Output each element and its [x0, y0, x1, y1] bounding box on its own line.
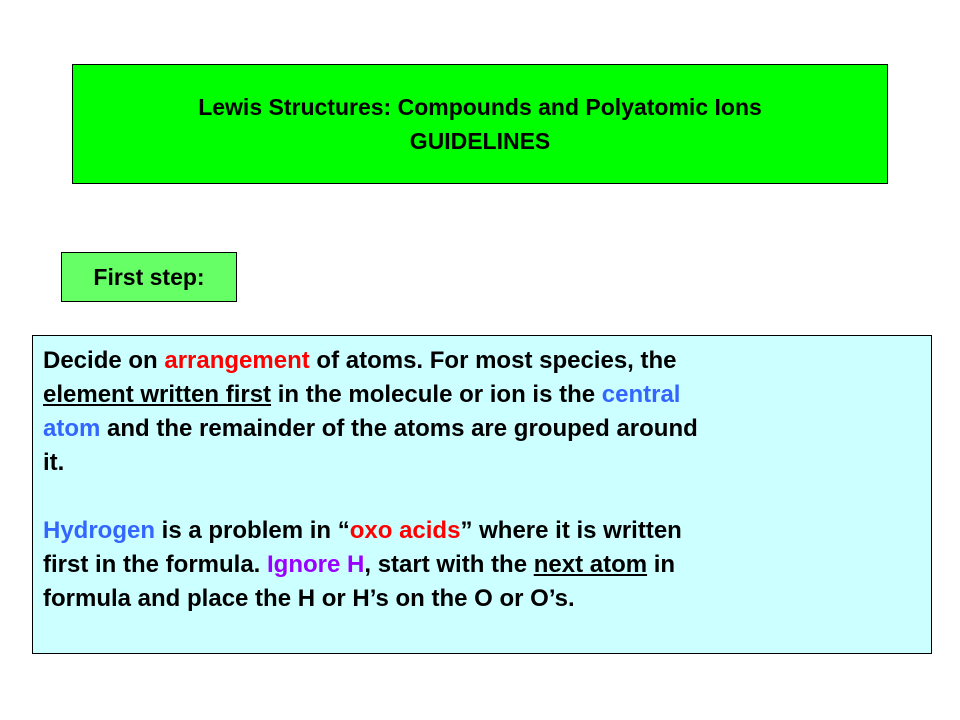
highlight-oxo-acids: oxo acids	[349, 517, 461, 544]
text: and the remainder of the atoms are grouped around	[100, 415, 698, 442]
text: in	[647, 551, 676, 578]
text: is a problem in “	[155, 517, 350, 544]
paragraph-2-line-3: formula and place the H or H’s on the O or O’s.	[43, 585, 575, 612]
guideline-text-box	[32, 335, 932, 654]
highlight-hydrogen: Hydrogen	[43, 517, 156, 544]
step-label: First step:	[93, 263, 205, 290]
highlight-atom: atom	[43, 415, 101, 442]
paragraph-2-line-2	[43, 548, 921, 582]
title-line-2: GUIDELINES	[409, 128, 551, 154]
highlight-central: central	[601, 381, 681, 408]
text: in the molecule or ion is the	[271, 381, 602, 408]
text: first in the formula.	[43, 551, 268, 578]
underline-next-atom: next atom	[533, 551, 648, 578]
paragraph-spacer	[43, 480, 921, 514]
paragraph-1-line-1	[43, 344, 921, 378]
paragraph-1-line-2	[43, 378, 921, 412]
paragraph-1-line-4: it.	[43, 449, 65, 476]
paragraph-1-line-3	[43, 412, 921, 446]
underline-element-written-first: element written first	[43, 381, 272, 408]
text: ” where it is written	[460, 517, 682, 544]
title-line-1: Lewis Structures: Compounds and Polyatomic Ions	[198, 94, 762, 120]
text: Decide on	[43, 347, 165, 374]
title-box	[72, 64, 888, 184]
highlight-arrangement: arrangement	[164, 347, 310, 374]
step-label-box	[61, 252, 237, 302]
highlight-ignore-h: Ignore H	[267, 551, 365, 578]
paragraph-2-line-1	[43, 514, 921, 548]
text: , start with the	[364, 551, 534, 578]
text: of atoms. For most species, the	[309, 347, 677, 374]
